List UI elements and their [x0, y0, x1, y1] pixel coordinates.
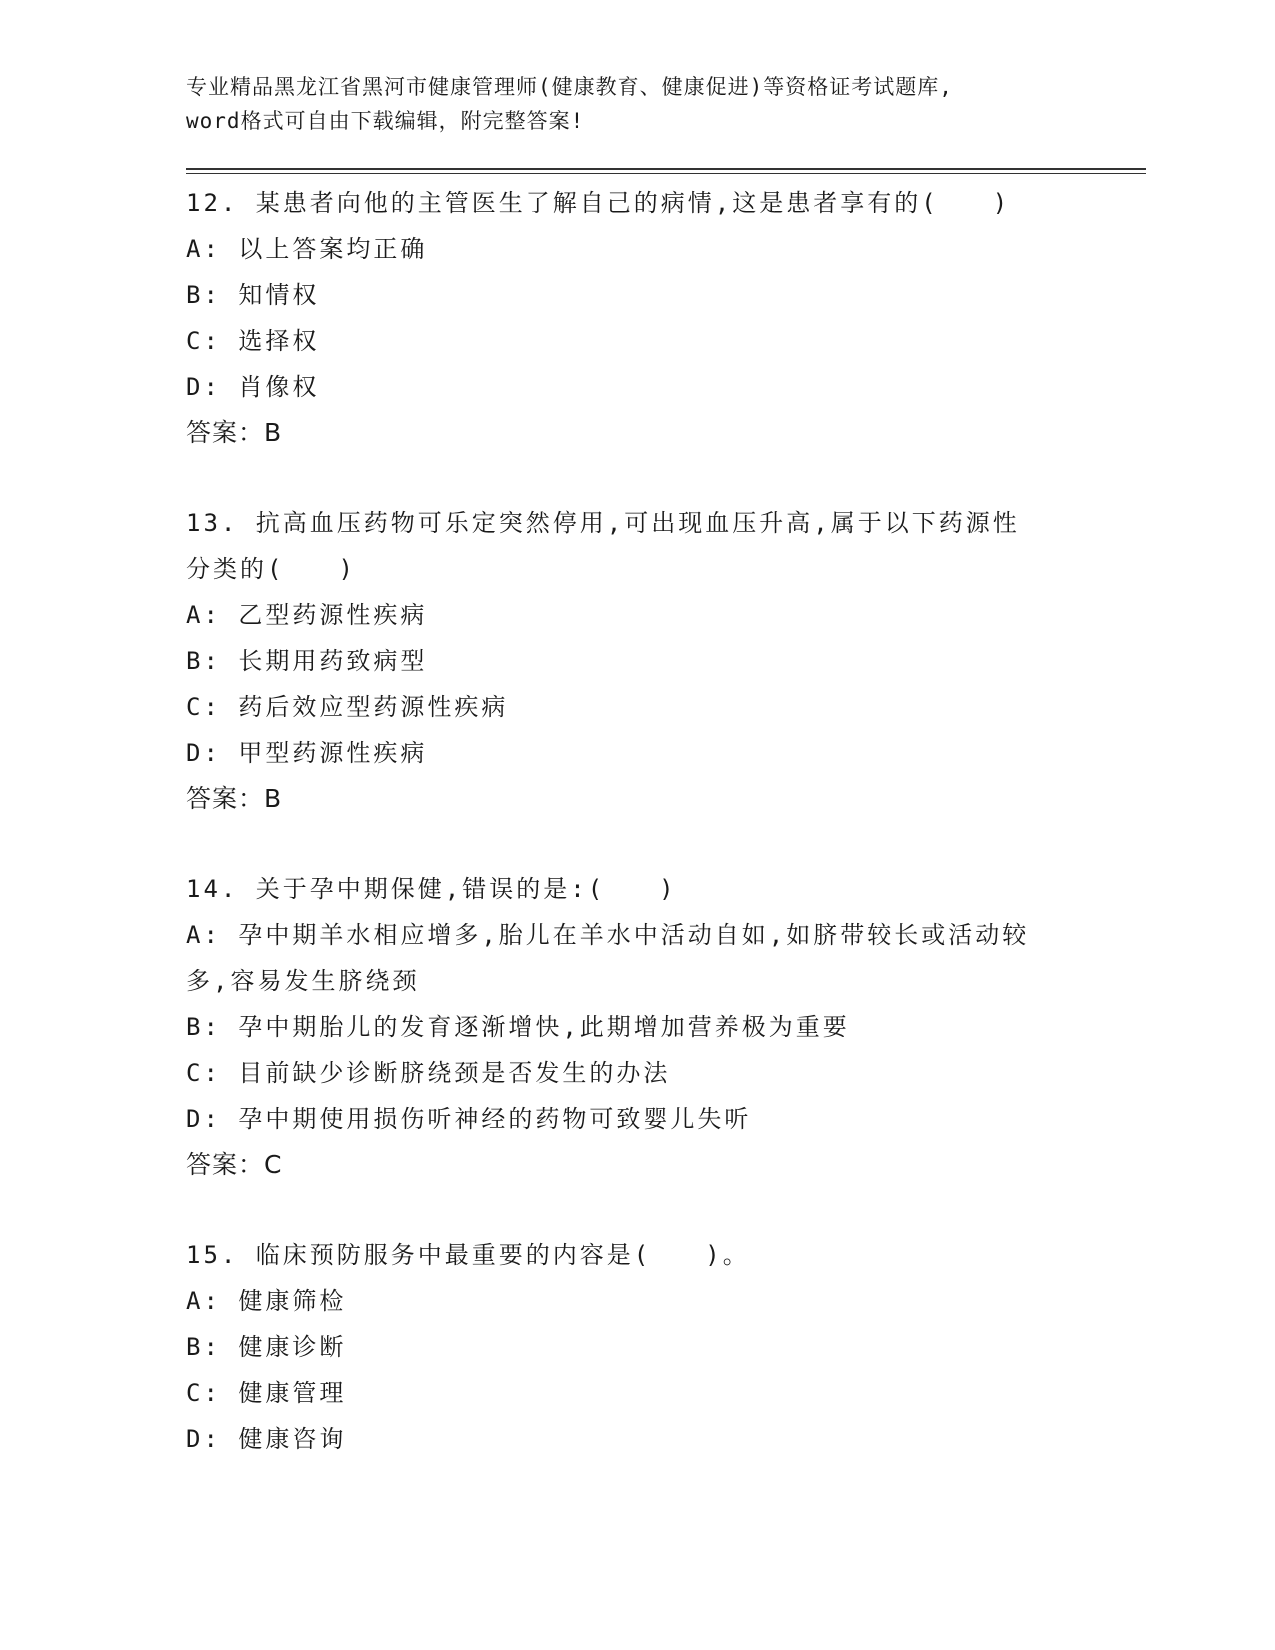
header-divider [186, 168, 1146, 174]
answer: 答案：C [186, 1150, 283, 1179]
question-14 [186, 866, 1146, 1188]
header-line-2: word格式可自由下载编辑，附完整答案! [186, 109, 585, 133]
option-c: C: 目前缺少诊断脐绕颈是否发生的办法 [186, 1059, 671, 1087]
option-b: B: 长期用药致病型 [186, 647, 428, 675]
option-c: C: 选择权 [186, 327, 320, 355]
option-d: D: 健康咨询 [186, 1425, 347, 1453]
question-text: 12. 某患者向他的主管医生了解自己的病情,这是患者享有的( ) [186, 189, 1011, 217]
option-c: C: 健康管理 [186, 1379, 347, 1407]
header-line-1: 专业精品黑龙江省黑河市健康管理师(健康教育、健康促进)等资格证考试题库, [186, 75, 953, 99]
question-text: 14. 关于孕中期保健,错误的是:( ) [186, 875, 677, 903]
question-12 [186, 180, 1146, 456]
option-d: D: 肖像权 [186, 373, 320, 401]
option-a: A: 健康筛检 [186, 1287, 347, 1315]
question-13 [186, 500, 1146, 822]
option-b: B: 孕中期胎儿的发育逐渐增快,此期增加营养极为重要 [186, 1013, 850, 1041]
spacer [186, 1188, 1146, 1232]
option-a: A: 孕中期羊水相应增多,胎儿在羊水中活动自如,如脐带较长或活动较 [186, 921, 1030, 949]
option-a: A: 以上答案均正确 [186, 235, 428, 263]
option-b: B: 健康诊断 [186, 1333, 347, 1361]
document-page [186, 70, 1146, 1462]
option-d: D: 孕中期使用损伤听神经的药物可致婴儿失听 [186, 1105, 752, 1133]
question-text-continued: 分类的( ) [186, 555, 356, 583]
question-15 [186, 1232, 1146, 1462]
option-a-continued: 多,容易发生脐绕颈 [186, 967, 420, 995]
question-text: 13. 抗高血压药物可乐定突然停用,可出现血压升高,属于以下药源性 [186, 509, 1020, 537]
answer: 答案：B [186, 418, 283, 447]
option-b: B: 知情权 [186, 281, 320, 309]
option-c: C: 药后效应型药源性疾病 [186, 693, 509, 721]
question-text: 15. 临床预防服务中最重要的内容是( )。 [186, 1241, 750, 1269]
option-a: A: 乙型药源性疾病 [186, 601, 428, 629]
spacer [186, 822, 1146, 866]
spacer [186, 456, 1146, 500]
answer: 答案：B [186, 784, 283, 813]
option-d: D: 甲型药源性疾病 [186, 739, 428, 767]
